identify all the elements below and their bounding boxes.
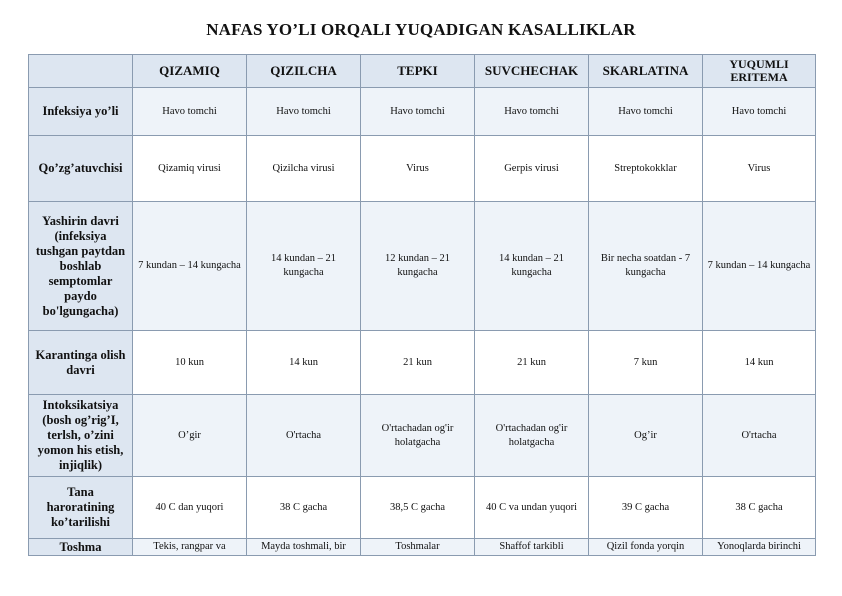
table-cell: Virus	[703, 136, 816, 202]
table-cell: Havo tomchi	[133, 88, 247, 136]
corner-cell	[29, 55, 133, 88]
table-cell: 14 kundan – 21 kungacha	[475, 202, 589, 331]
row-header: Toshma	[29, 539, 133, 556]
page-title: NAFAS YO’LI ORQALI YUQADIGAN KASALLIKLAR	[206, 20, 636, 39]
table-cell: O'rtacha	[247, 395, 361, 477]
table-row	[29, 136, 816, 202]
table-cell: Bir necha soatdan - 7 kungacha	[589, 202, 703, 331]
table-cell: Qizil fonda yorqin	[589, 539, 703, 556]
table-cell: 40 C va undan yuqori	[475, 477, 589, 539]
table-cell: Shaffof tarkibli	[475, 539, 589, 556]
table-row	[29, 88, 816, 136]
table-cell: Havo tomchi	[247, 88, 361, 136]
column-header: SKARLATINA	[589, 55, 703, 88]
table-cell: 7 kundan – 14 kungacha	[703, 202, 816, 331]
table-row	[29, 539, 816, 556]
table-cell: O’gir	[133, 395, 247, 477]
row-header: Infeksiya yo’li	[29, 88, 133, 136]
table-cell: Havo tomchi	[589, 88, 703, 136]
row-header: Qo’zg’atuvchisi	[29, 136, 133, 202]
table-cell: 14 kun	[247, 331, 361, 395]
table-cell: 14 kundan – 21 kungacha	[247, 202, 361, 331]
table-cell: 21 kun	[475, 331, 589, 395]
column-header: TEPKI	[361, 55, 475, 88]
table-row	[29, 395, 816, 477]
table-cell: Qizamiq virusi	[133, 136, 247, 202]
table-row	[29, 477, 816, 539]
table-cell: Mayda toshmali, bir	[247, 539, 361, 556]
table-cell: 21 kun	[361, 331, 475, 395]
table-cell: Yonoqlarda birinchi	[703, 539, 816, 556]
row-header: Tana haroratining ko’tarilishi	[29, 477, 133, 539]
table-row	[29, 331, 816, 395]
table-row	[29, 202, 816, 331]
header-row	[29, 55, 816, 88]
column-header: QIZAMIQ	[133, 55, 247, 88]
table-cell: 38,5 C gacha	[361, 477, 475, 539]
table-cell: Tekis, rangpar va	[133, 539, 247, 556]
table-cell: Qizilcha virusi	[247, 136, 361, 202]
table-cell: 10 kun	[133, 331, 247, 395]
table-cell: Gerpis virusi	[475, 136, 589, 202]
column-header: YUQUMLI ERITEMA	[703, 55, 816, 88]
row-header: Intoksikatsiya (bosh og’rig’I, terlsh, o’zini yomon his etish, injiqlik)	[29, 395, 133, 477]
table-cell: 7 kundan – 14 kungacha	[133, 202, 247, 331]
row-header: Karantinga olish davri	[29, 331, 133, 395]
table-cell: 7 kun	[589, 331, 703, 395]
table-cell: 38 C gacha	[247, 477, 361, 539]
table-cell: 14 kun	[703, 331, 816, 395]
column-header: QIZILCHA	[247, 55, 361, 88]
table-cell: 39 C gacha	[589, 477, 703, 539]
table-cell: Streptokokklar	[589, 136, 703, 202]
table-cell: 12 kundan – 21 kungacha	[361, 202, 475, 331]
diseases-table	[28, 54, 816, 556]
table-cell: 40 C dan yuqori	[133, 477, 247, 539]
column-header: SUVCHECHAK	[475, 55, 589, 88]
table-cell: Virus	[361, 136, 475, 202]
table-cell: Havo tomchi	[475, 88, 589, 136]
table-cell: 38 C gacha	[703, 477, 816, 539]
table-cell: O'rtacha	[703, 395, 816, 477]
table-cell: O'rtachadan og'ir holatgacha	[475, 395, 589, 477]
table-cell: Havo tomchi	[703, 88, 816, 136]
table-cell: Havo tomchi	[361, 88, 475, 136]
table-cell: O'rtachadan og'ir holatgacha	[361, 395, 475, 477]
row-header: Yashirin davri (infeksiya tushgan paytdan boshlab semptomlar paydo bo'lgungacha)	[29, 202, 133, 331]
table-cell: Og’ir	[589, 395, 703, 477]
table-cell: Toshmalar	[361, 539, 475, 556]
